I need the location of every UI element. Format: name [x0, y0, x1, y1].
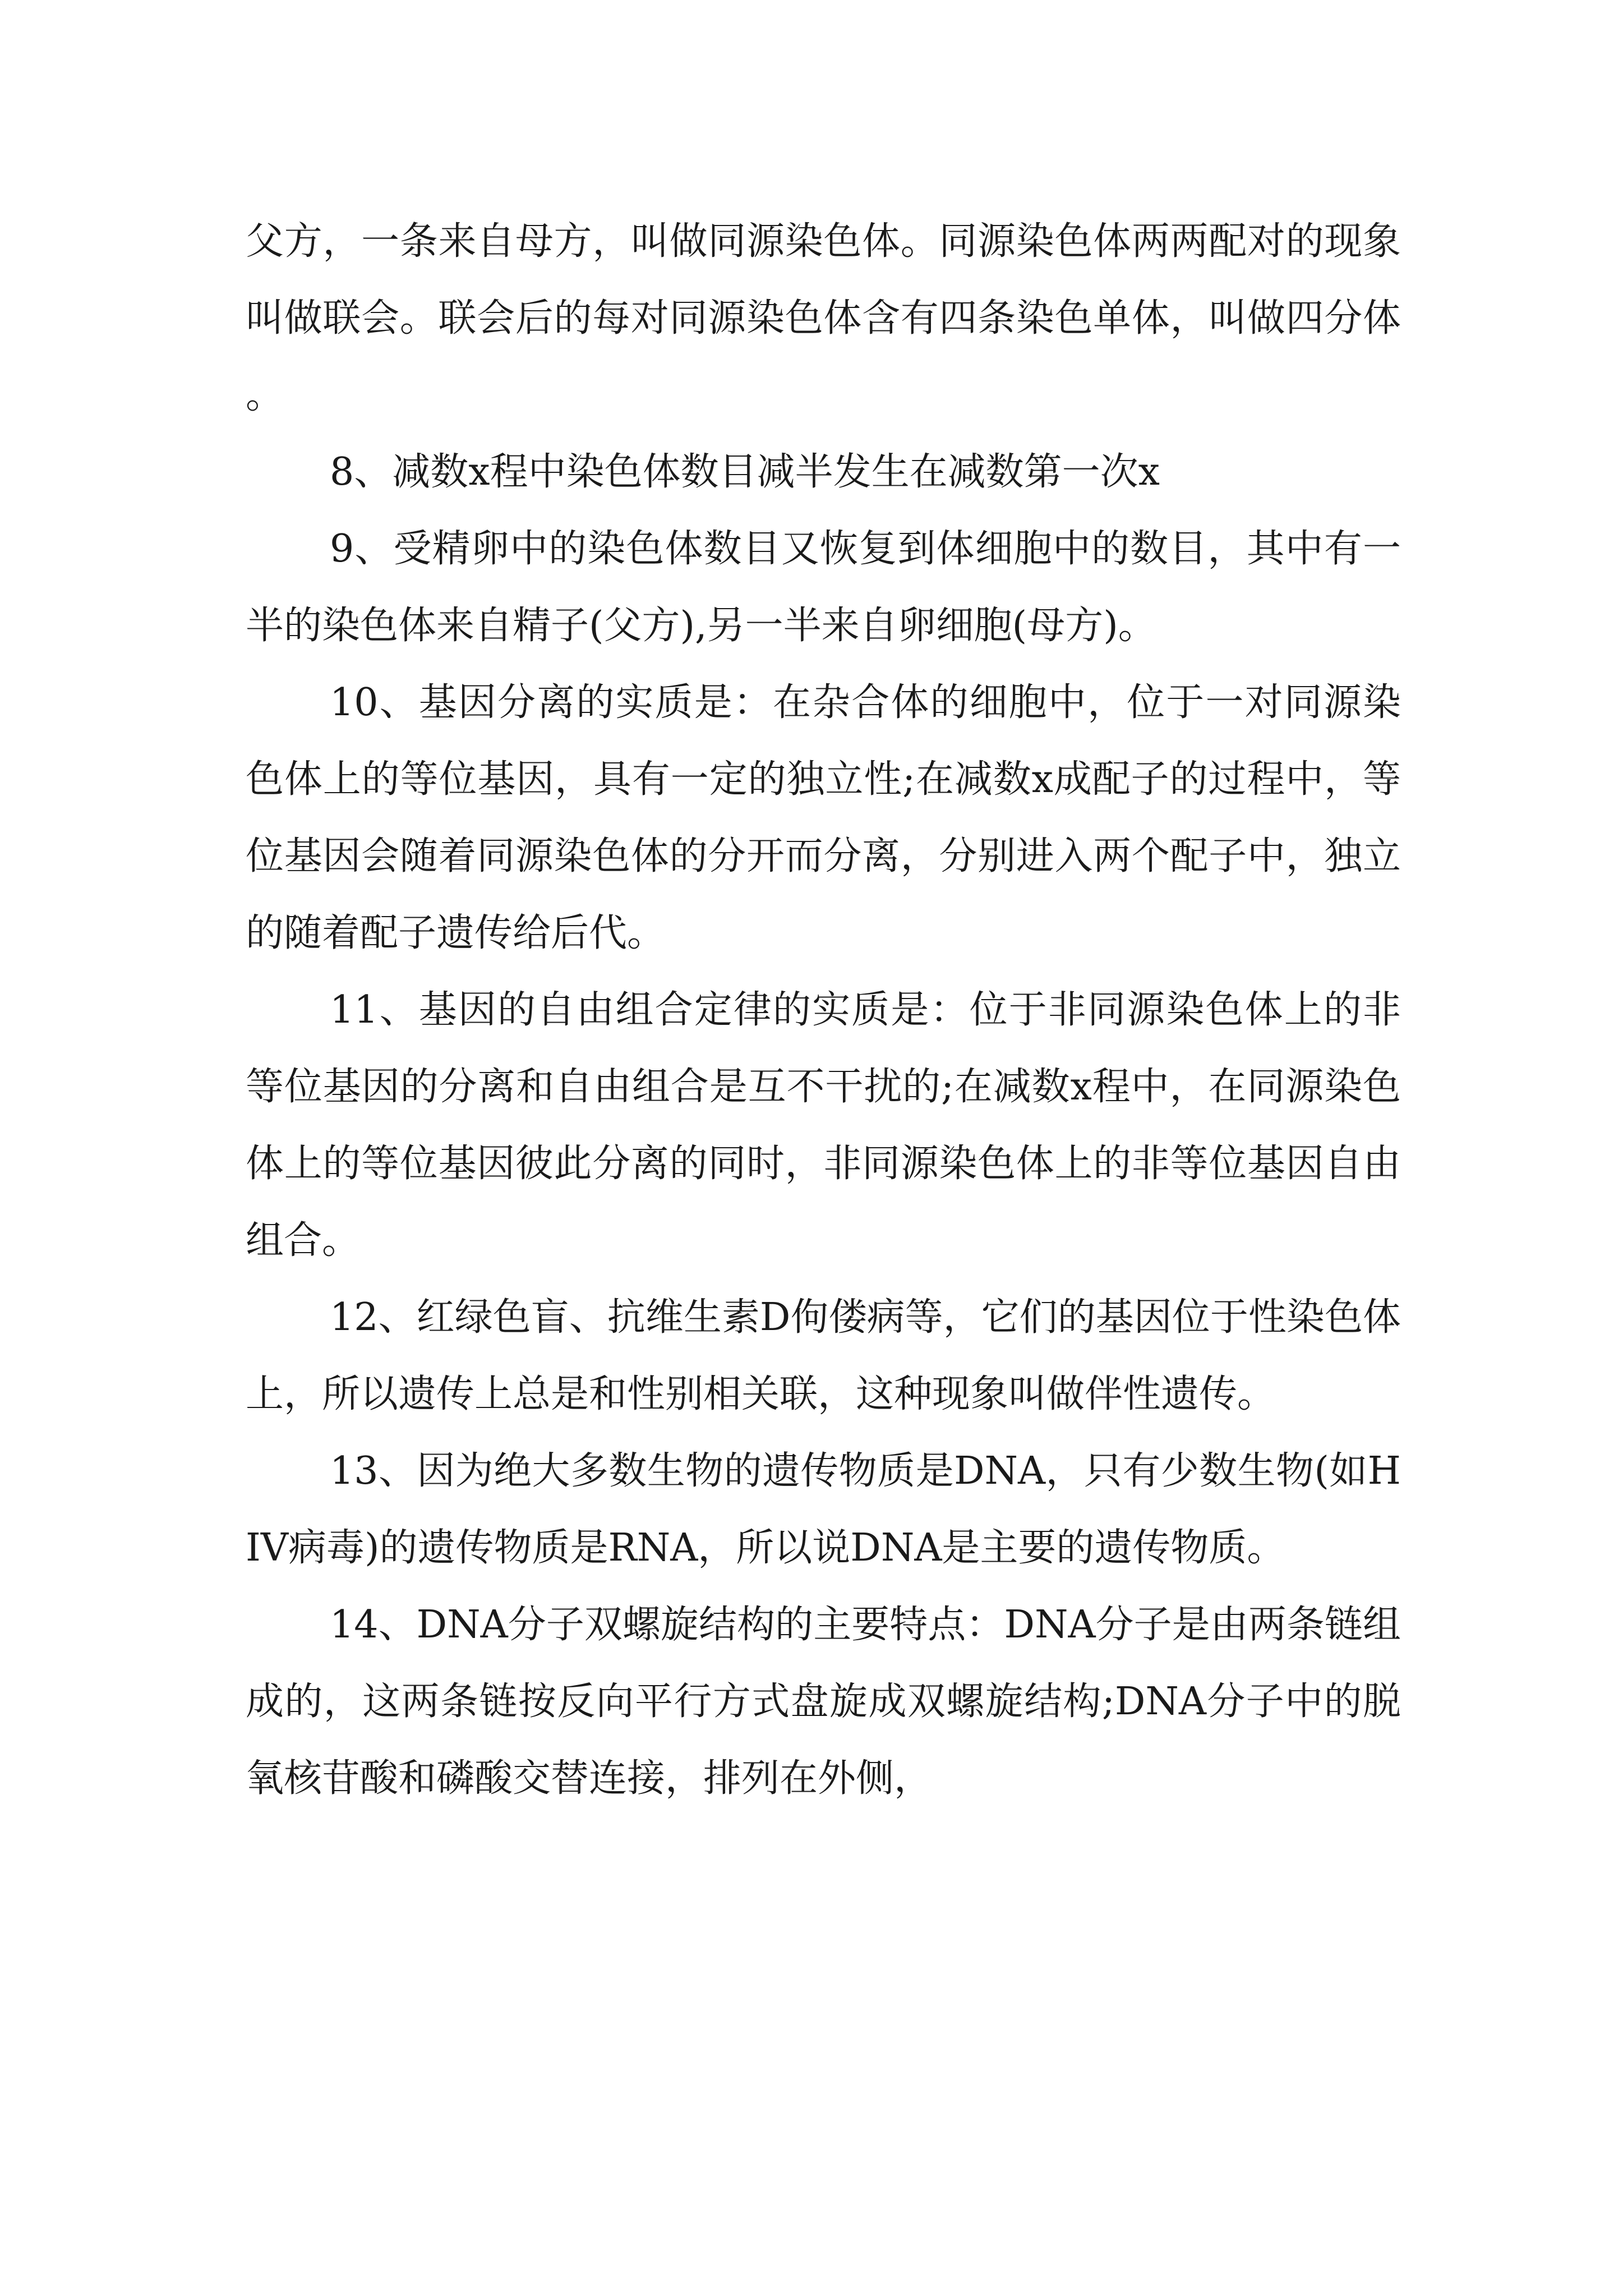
paragraph-item-12: 12、红绿色盲、抗维生素D佝偻病等，它们的基因位于性染色体上，所以遗传上总是和性别相关联，这种现象叫做伴性遗传。 — [246, 1295, 1401, 1416]
paragraph-item-14: 14、DNA分子双螺旋结构的主要特点：DNA分子是由两条链组成的，这两条链按反向平行方式盘旋成双螺旋结构;DNA分子中的脱氧核苷酸和磷酸交替连接，排列在外侧， — [246, 1603, 1401, 1801]
paragraph-continuation: 父方，一条来自母方，叫做同源染色体。同源染色体两两配对的现象叫做联会。联会后的每对同源染色体含有四条染色单体，叫做四分体。 — [246, 219, 1401, 417]
paragraph-item-8: 8、减数x程中染色体数目减半发生在减数第一次x — [330, 450, 1160, 494]
paragraph-item-9: 9、受精卵中的染色体数目又恢复到体细胞中的数目，其中有一半的染色体来自精子(父方),另一半来自卵细胞(母方)。 — [246, 527, 1401, 648]
document-body — [246, 203, 1401, 1817]
paragraph-item-11: 11、基因的自由组合定律的实质是：位于非同源染色体上的非等位基因的分离和自由组合是互不干扰的;在减数x程中，在同源染色体上的等位基因彼此分离的同时，非同源染色体上的非等位基因自由组合。 — [246, 988, 1401, 1263]
paragraph-item-13: 13、因为绝大多数生物的遗传物质是DNA，只有少数生物(如HIV病毒)的遗传物质是RNA，所以说DNA是主要的遗传物质。 — [246, 1449, 1401, 1570]
paragraph-item-10: 10、基因分离的实质是：在杂合体的细胞中，位于一对同源染色体上的等位基因，具有一定的独立性;在减数x成配子的过程中，等位基因会随着同源染色体的分开而分离，分别进入两个配子中，独立的随着配子遗传给后代。 — [246, 680, 1401, 955]
